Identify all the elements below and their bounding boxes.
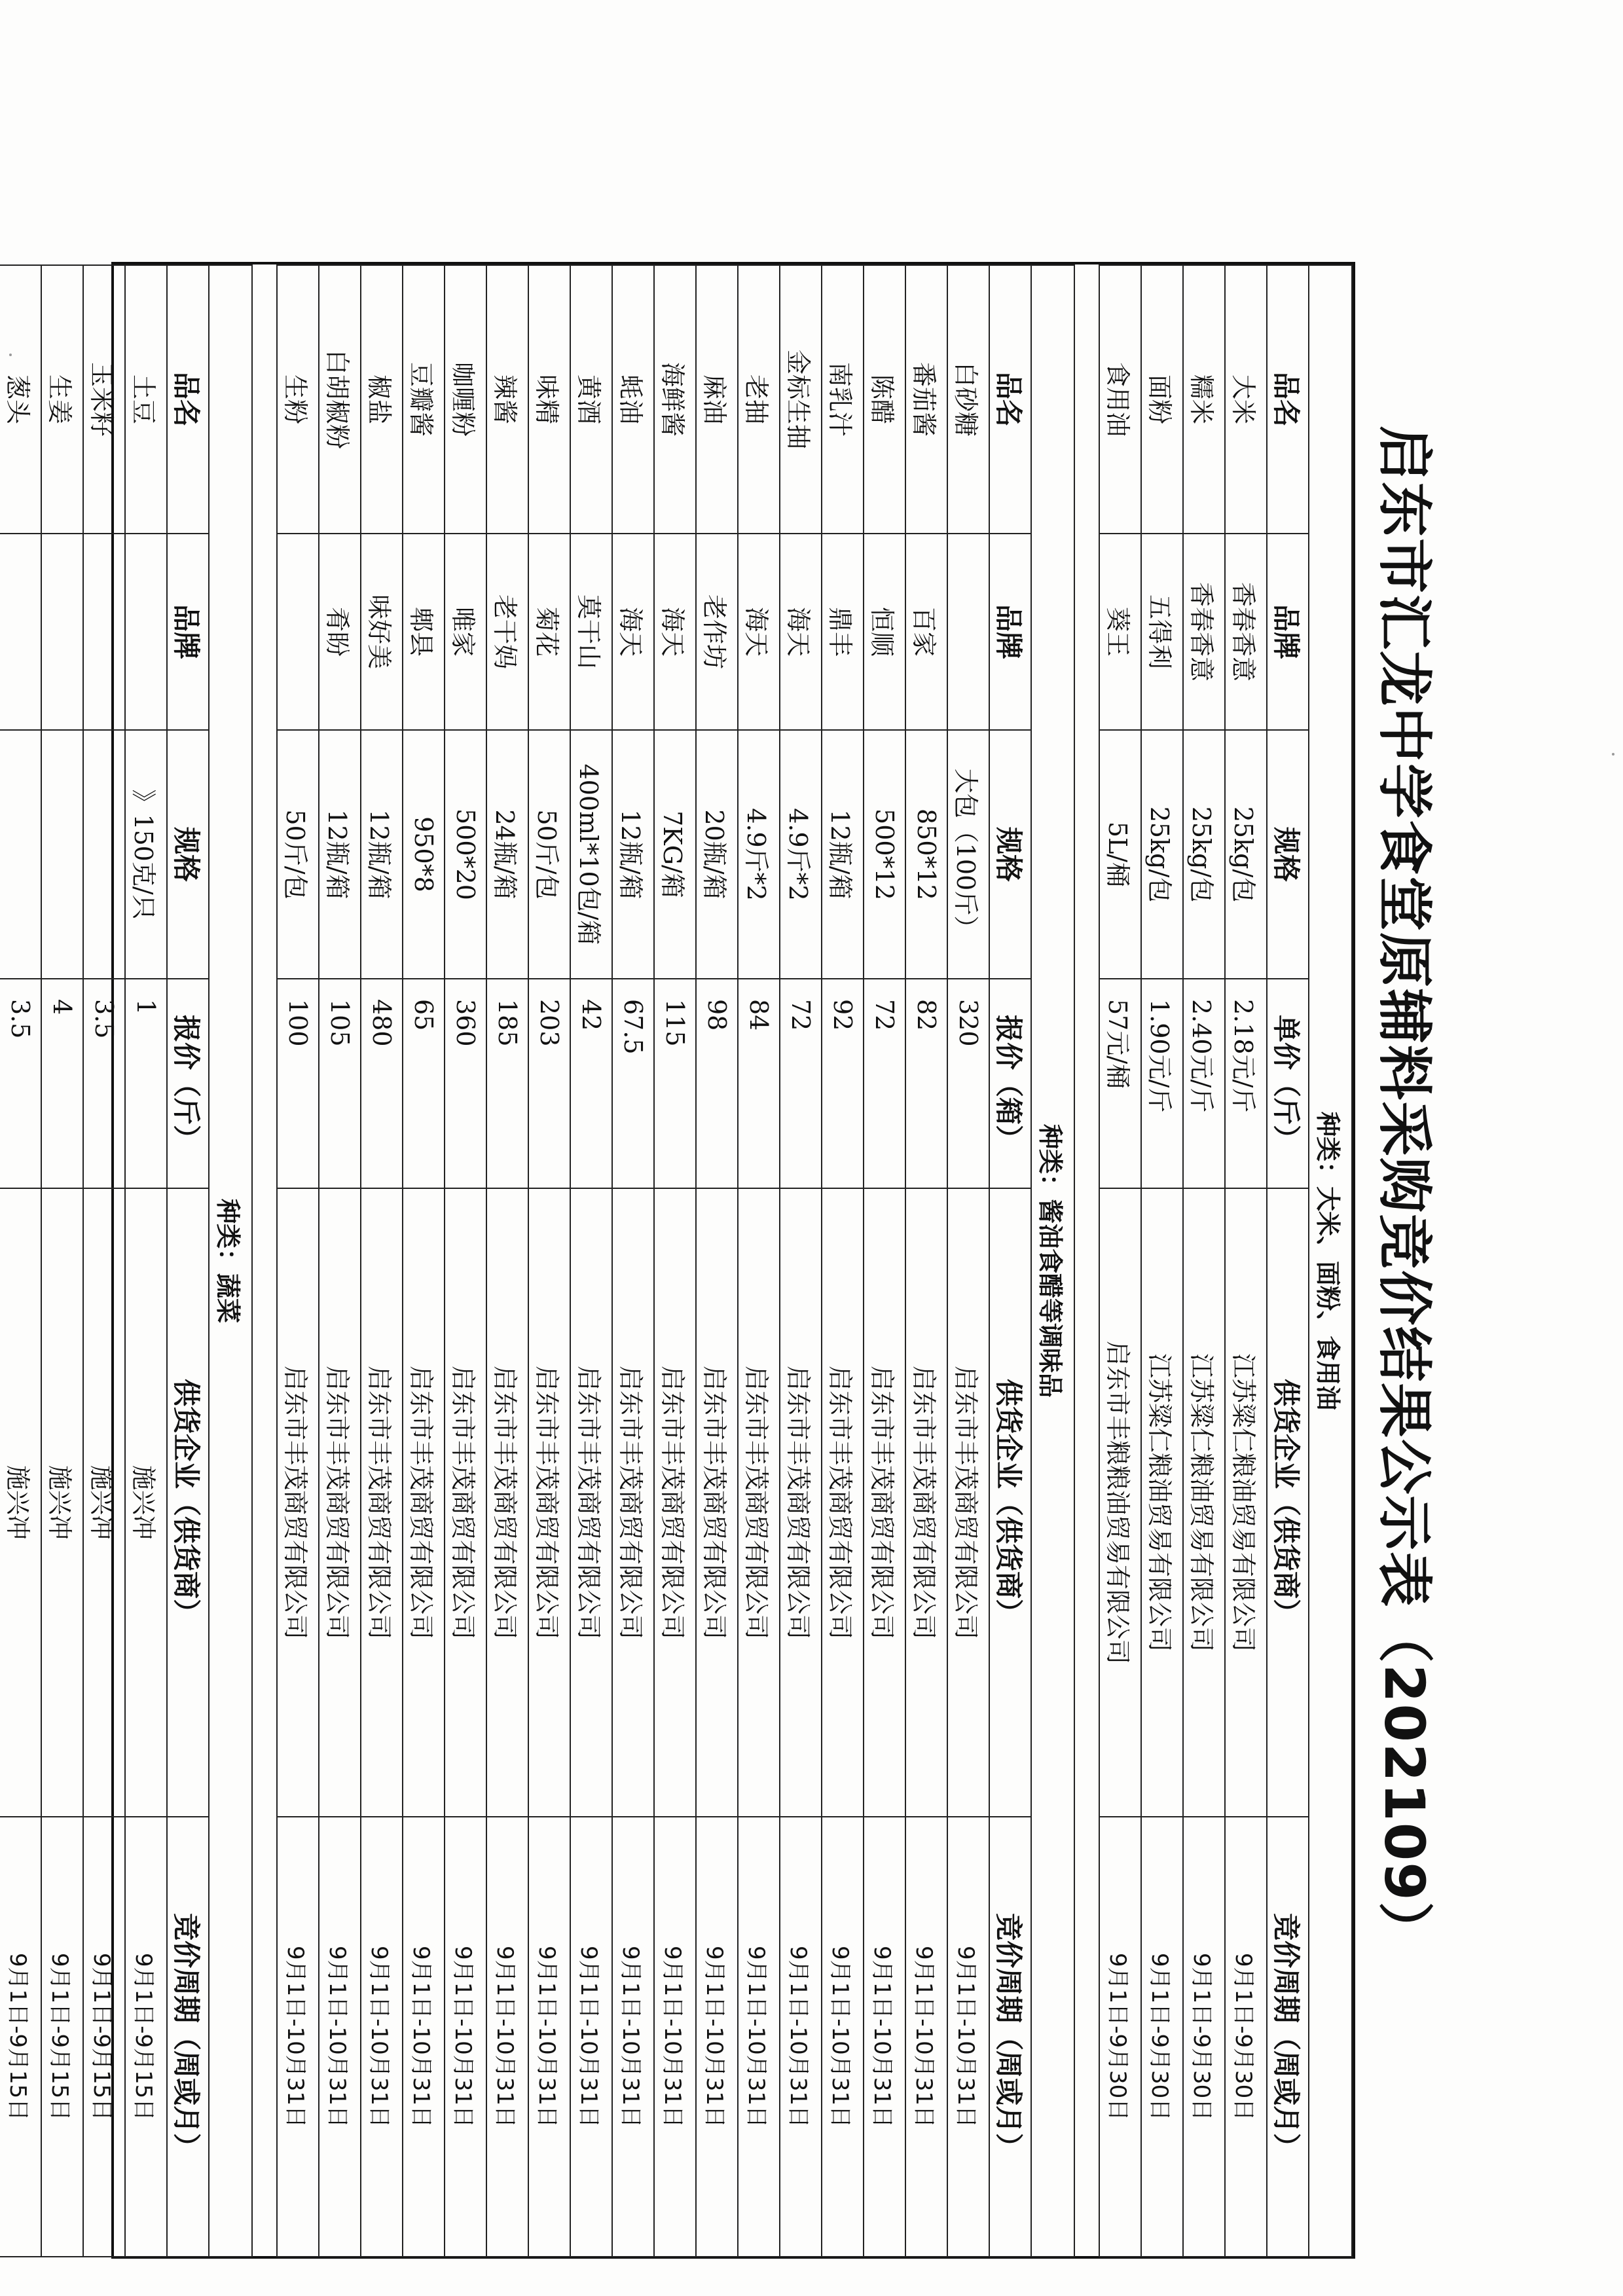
cell-bid-period: 9月1日-10月31日 [319, 1817, 361, 2257]
header-row [167, 265, 209, 2257]
cell-spec: 50斤/包 [528, 730, 570, 979]
cell-brand [125, 534, 167, 730]
cell-spec: 大包（100斤） [947, 730, 989, 979]
section-spacer [252, 265, 277, 2257]
cell-brand: 莫干山 [570, 534, 612, 730]
cell-spec: 400ml*10包/箱 [570, 730, 612, 979]
header-price: 报价（箱） [989, 979, 1031, 1188]
table-row [696, 265, 738, 2257]
cell-supplier: 启东市丰茂商贸有限公司 [570, 1188, 612, 1817]
cell-item-name: 白胡椒粉 [319, 265, 361, 534]
cell-bid-period: 9月1日-10月31日 [445, 1817, 486, 2257]
results-table [0, 264, 1353, 2257]
header-spec: 规格 [1267, 730, 1309, 979]
cell-supplier: 施兴冲 [41, 1188, 83, 1817]
cell-item-name: 辣酱 [486, 265, 528, 534]
cell-brand [277, 534, 319, 730]
header-brand: 品牌 [167, 534, 209, 730]
cell-supplier: 启东市丰茂商贸有限公司 [361, 1188, 403, 1817]
cell-brand: 海天 [780, 534, 822, 730]
table-row [83, 265, 125, 2257]
cell-spec: 4.9斤*2 [738, 730, 780, 979]
header-brand: 品牌 [1267, 534, 1309, 730]
cell-item-name: 番茄酱 [905, 265, 947, 534]
table-row [0, 265, 41, 2257]
cell-price: 480 [361, 979, 403, 1188]
table-row [445, 265, 486, 2257]
cell-price: 98 [696, 979, 738, 1188]
cell-bid-period: 9月1日-10月31日 [403, 1817, 445, 2257]
cell-brand: 味好美 [361, 534, 403, 730]
table-row [1183, 265, 1225, 2257]
cell-spec: 12瓶/箱 [319, 730, 361, 979]
cell-supplier: 施兴冲 [125, 1188, 167, 1817]
cell-bid-period: 9月1日-9月30日 [1183, 1817, 1225, 2257]
table-row [654, 265, 696, 2257]
cell-supplier: 启东市丰粮粮油贸易有限公司 [1099, 1188, 1141, 1817]
header-price: 单价（斤） [1267, 979, 1309, 1188]
cell-price: 115 [654, 979, 696, 1188]
cell-bid-period: 9月1日-10月31日 [277, 1817, 319, 2257]
cell-supplier: 启东市丰茂商贸有限公司 [486, 1188, 528, 1817]
header-bid-period: 竞价周期（周或月） [1267, 1817, 1309, 2257]
cell-spec: 24瓶/箱 [486, 730, 528, 979]
cell-item-name: 麻油 [696, 265, 738, 534]
cell-supplier: 启东市丰茂商贸有限公司 [822, 1188, 864, 1817]
cell-item-name: 豆瓣酱 [403, 265, 445, 534]
header-supplier: 供货企业（供货商） [989, 1188, 1031, 1817]
header-item-name: 品名 [1267, 265, 1309, 534]
cell-item-name: 食用油 [1099, 265, 1141, 534]
cell-brand: 海天 [612, 534, 654, 730]
cell-spec: 850*12 [905, 730, 947, 979]
cell-supplier: 启东市丰茂商贸有限公司 [780, 1188, 822, 1817]
table-row [905, 265, 947, 2257]
document-title: 启东市汇龙中学食堂原辅料采购竞价结果公示表（202109） [1372, 426, 1436, 1958]
header-item-name: 品名 [167, 265, 209, 534]
cell-bid-period: 9月1日-10月31日 [654, 1817, 696, 2257]
cell-spec: 50斤/包 [277, 730, 319, 979]
table-row [361, 265, 403, 2257]
table-row [570, 265, 612, 2257]
cell-price: 4 [41, 979, 83, 1188]
cell-price: 2.40元/斤 [1183, 979, 1225, 1188]
cell-item-name: 味精 [528, 265, 570, 534]
cell-spec [0, 730, 41, 979]
cell-supplier: 启东市丰茂商贸有限公司 [528, 1188, 570, 1817]
header-item-name: 品名 [989, 265, 1031, 534]
header-price: 报价（斤） [167, 979, 209, 1188]
table-row [277, 265, 319, 2257]
cell-spec: 》150克/只 [125, 730, 167, 979]
cell-spec: 25kg/包 [1141, 730, 1183, 979]
cell-item-name: 糯米 [1183, 265, 1225, 534]
cell-supplier: 启东市丰茂商贸有限公司 [319, 1188, 361, 1817]
cell-brand: 百家 [905, 534, 947, 730]
cell-item-name: 陈醋 [864, 265, 905, 534]
rotated-document [3, 262, 1453, 2259]
cell-supplier: 启东市丰茂商贸有限公司 [696, 1188, 738, 1817]
cell-brand: 海天 [654, 534, 696, 730]
cell-brand: 唯家 [445, 534, 486, 730]
header-supplier: 供货企业（供货商） [1267, 1188, 1309, 1817]
cell-brand: 香春香意 [1183, 534, 1225, 730]
cell-bid-period: 9月1日-10月31日 [780, 1817, 822, 2257]
cell-brand: 肴盼 [319, 534, 361, 730]
cell-price: 203 [528, 979, 570, 1188]
cell-price: 42 [570, 979, 612, 1188]
table-row [41, 265, 83, 2257]
cell-item-name: 金标生抽 [780, 265, 822, 534]
table-row [947, 265, 989, 2257]
cell-spec: 7KG/箱 [654, 730, 696, 979]
cell-brand [83, 534, 125, 730]
cell-spec: 20瓶/箱 [696, 730, 738, 979]
cell-bid-period: 9月1日-9月15日 [83, 1817, 125, 2257]
cell-brand: 鼎丰 [822, 534, 864, 730]
cell-spec [41, 730, 83, 979]
cell-brand: 郫县 [403, 534, 445, 730]
cell-supplier: 启东市丰茂商贸有限公司 [864, 1188, 905, 1817]
cell-spec: 5L/桶 [1099, 730, 1141, 979]
cell-item-name: 蚝油 [612, 265, 654, 534]
cell-price: 67.5 [612, 979, 654, 1188]
spacer-cell [1074, 265, 1099, 2257]
cell-bid-period: 9月1日-9月15日 [125, 1817, 167, 2257]
spacer-cell [252, 265, 277, 2257]
cell-supplier: 启东市丰茂商贸有限公司 [612, 1188, 654, 1817]
cell-brand: 五得利 [1141, 534, 1183, 730]
table-row [528, 265, 570, 2257]
cell-item-name: 生姜 [41, 265, 83, 534]
table-row [822, 265, 864, 2257]
results-table-frame [3, 262, 1355, 2259]
cell-item-name: 葱头 [0, 265, 41, 534]
table-row [780, 265, 822, 2257]
cell-spec [83, 730, 125, 979]
cell-item-name: 大米 [1225, 265, 1267, 534]
cell-brand: 老作坊 [696, 534, 738, 730]
header-brand: 品牌 [989, 534, 1031, 730]
category-row [1309, 265, 1352, 2257]
category-label: 种类：大米、面粉、食用油 [1309, 265, 1352, 2257]
header-bid-period: 竞价周期（周或月） [167, 1817, 209, 2257]
cell-supplier: 启东市丰茂商贸有限公司 [445, 1188, 486, 1817]
cell-brand: 香春香意 [1225, 534, 1267, 730]
table-row [1225, 265, 1267, 2257]
cell-bid-period: 9月1日-10月31日 [570, 1817, 612, 2257]
header-spec: 规格 [989, 730, 1031, 979]
cell-price: 92 [822, 979, 864, 1188]
cell-supplier: 启东市丰茂商贸有限公司 [403, 1188, 445, 1817]
category-label: 种类：蔬菜 [209, 265, 252, 2257]
cell-item-name: 面粉 [1141, 265, 1183, 534]
table-row [1141, 265, 1183, 2257]
cell-price: 360 [445, 979, 486, 1188]
cell-spec: 12瓶/箱 [612, 730, 654, 979]
cell-brand: 老干妈 [486, 534, 528, 730]
cell-bid-period: 9月1日-10月31日 [528, 1817, 570, 2257]
category-row [209, 265, 252, 2257]
cell-spec: 12瓶/箱 [361, 730, 403, 979]
header-supplier: 供货企业（供货商） [167, 1188, 209, 1817]
cell-item-name: 土豆 [125, 265, 167, 534]
cell-brand [947, 534, 989, 730]
cell-spec: 4.9斤*2 [780, 730, 822, 979]
cell-bid-period: 9月1日-10月31日 [864, 1817, 905, 2257]
cell-spec: 500*12 [864, 730, 905, 979]
cell-price: 1 [125, 979, 167, 1188]
cell-spec: 12瓶/箱 [822, 730, 864, 979]
cell-supplier: 江苏粱仁粮油贸易有限公司 [1225, 1188, 1267, 1817]
cell-price: 185 [486, 979, 528, 1188]
cell-bid-period: 9月1日-9月30日 [1099, 1817, 1141, 2257]
table-row [864, 265, 905, 2257]
cell-bid-period: 9月1日-10月31日 [947, 1817, 989, 2257]
cell-item-name: 南乳汁 [822, 265, 864, 534]
table-row [738, 265, 780, 2257]
cell-brand: 恒顺 [864, 534, 905, 730]
cell-price: 105 [319, 979, 361, 1188]
header-row [989, 265, 1031, 2257]
cell-bid-period: 9月1日-10月31日 [361, 1817, 403, 2257]
cell-spec: 25kg/包 [1225, 730, 1267, 979]
cell-price: 65 [403, 979, 445, 1188]
cell-price: 1.90元/斤 [1141, 979, 1183, 1188]
section-spacer [1074, 265, 1099, 2257]
cell-item-name: 黄酒 [570, 265, 612, 534]
cell-supplier: 启东市丰茂商贸有限公司 [947, 1188, 989, 1817]
cell-supplier: 启东市丰茂商贸有限公司 [738, 1188, 780, 1817]
scan-speck [1612, 753, 1614, 756]
cell-supplier: 启东市丰茂商贸有限公司 [277, 1188, 319, 1817]
cell-spec: 25kg/包 [1183, 730, 1225, 979]
cell-supplier: 启东市丰茂商贸有限公司 [905, 1188, 947, 1817]
cell-spec: 500*20 [445, 730, 486, 979]
category-label: 种类：酱油食醋等调味品 [1031, 265, 1074, 2257]
cell-price: 84 [738, 979, 780, 1188]
cell-item-name: 海鲜酱 [654, 265, 696, 534]
cell-bid-period: 9月1日-10月31日 [696, 1817, 738, 2257]
cell-price: 320 [947, 979, 989, 1188]
cell-price: 57元/桶 [1099, 979, 1141, 1188]
cell-item-name: 老抽 [738, 265, 780, 534]
cell-item-name: 咖喱粉 [445, 265, 486, 534]
cell-bid-period: 9月1日-9月15日 [0, 1817, 41, 2257]
cell-item-name: 玉米籽 [83, 265, 125, 534]
cell-supplier: 启东市丰茂商贸有限公司 [654, 1188, 696, 1817]
cell-price: 82 [905, 979, 947, 1188]
cell-supplier: 江苏粱仁粮油贸易有限公司 [1183, 1188, 1225, 1817]
table-row [403, 265, 445, 2257]
cell-bid-period: 9月1日-9月30日 [1225, 1817, 1267, 2257]
category-row [1031, 265, 1074, 2257]
cell-price: 3.5 [83, 979, 125, 1188]
cell-bid-period: 9月1日-10月31日 [905, 1817, 947, 2257]
cell-brand: 海天 [738, 534, 780, 730]
table-row [125, 265, 167, 2257]
cell-bid-period: 9月1日-9月30日 [1141, 1817, 1183, 2257]
cell-price: 3.5 [0, 979, 41, 1188]
cell-spec: 950*8 [403, 730, 445, 979]
cell-brand [0, 534, 41, 730]
cell-bid-period: 9月1日-9月15日 [41, 1817, 83, 2257]
cell-supplier: 施兴冲 [83, 1188, 125, 1817]
header-row [1267, 265, 1309, 2257]
cell-brand [41, 534, 83, 730]
cell-bid-period: 9月1日-10月31日 [612, 1817, 654, 2257]
table-row [1099, 265, 1141, 2257]
cell-item-name: 生粉 [277, 265, 319, 534]
cell-supplier: 江苏粱仁粮油贸易有限公司 [1141, 1188, 1183, 1817]
header-spec: 规格 [167, 730, 209, 979]
table-row [319, 265, 361, 2257]
cell-bid-period: 9月1日-10月31日 [738, 1817, 780, 2257]
cell-supplier: 施兴冲 [0, 1188, 41, 1817]
table-row [486, 265, 528, 2257]
cell-price: 100 [277, 979, 319, 1188]
table-row [612, 265, 654, 2257]
cell-brand: 葵王 [1099, 534, 1141, 730]
cell-price: 72 [780, 979, 822, 1188]
cell-price: 72 [864, 979, 905, 1188]
cell-brand: 菊花 [528, 534, 570, 730]
cell-price: 2.18元/斤 [1225, 979, 1267, 1188]
cell-item-name: 椒盐 [361, 265, 403, 534]
cell-item-name: 白砂糖 [947, 265, 989, 534]
cell-bid-period: 9月1日-10月31日 [822, 1817, 864, 2257]
cell-bid-period: 9月1日-10月31日 [486, 1817, 528, 2257]
header-bid-period: 竞价周期（周或月） [989, 1817, 1031, 2257]
